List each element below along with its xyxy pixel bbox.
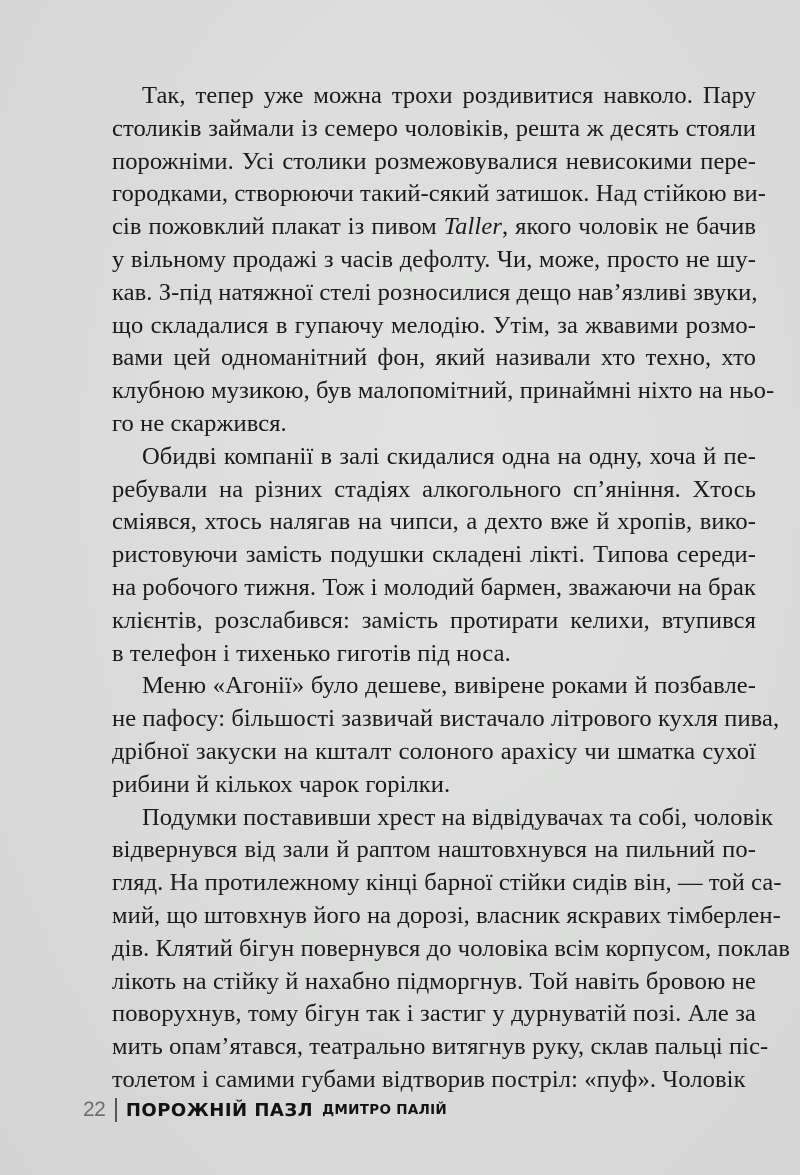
text-line: ристовуючи замість подушки складені лікті. Типова середи- — [112, 541, 756, 569]
paragraph — [112, 670, 780, 801]
text-line: порожніми. Усі столики розмежовувалися невисокими пере- — [112, 147, 756, 175]
text-line: на робочого тижня. Тож і молодий бармен, зважаючи на брак — [112, 573, 757, 601]
text-line: столиків займали із семеро чоловіків, решта ж десять стояли — [112, 114, 756, 142]
text-line: поворухнув, тому бігун так і застиг у дурнуватій позі. Але за — [112, 1000, 756, 1028]
footer-separator — [115, 1098, 117, 1122]
text-line: що складалися в гупаючу мелодію. Утім, за жвавими розмо- — [112, 311, 756, 339]
text-line: го не скаржився. — [112, 409, 287, 437]
text-line: мить опам’ятався, театрально витягнув руку, склав пальці піс- — [112, 1033, 769, 1061]
text-line: відвернувся від зали й раптом наштовхнувся на пильний по- — [112, 836, 756, 864]
text-line: Подумки поставивши хрест на відвідувачах та собі, чоловік — [142, 803, 774, 831]
book-author: ДМИТРО ПАЛІЙ — [322, 1102, 448, 1118]
text-line: клубною музикою, був малопомітний, принаймні ніхто на ньо- — [112, 377, 775, 405]
text-line: Меню «Агонії» було дешеве, вивірене роками й позбавле- — [142, 672, 756, 700]
text-line: дрібної закуски на кшталт солоного арахісу чи шматка сухої — [112, 737, 756, 765]
paragraph — [112, 441, 756, 671]
text-line: сів пожовклий плакат із пивом Taller, якого чоловік не бачив — [112, 213, 756, 241]
text-line: толетом і самими губами відтворив постріл: «пуф». Чоловік — [112, 1065, 746, 1093]
paragraph — [112, 80, 775, 441]
page-footer — [83, 1095, 447, 1125]
text-line: у вільному продажі з часів дефолту. Чи, може, просто не шу- — [112, 245, 756, 273]
text-line: не пафосу: більшості зазвичай вистачало літрового кухля пива, — [112, 705, 780, 733]
page-number: 22 — [83, 1098, 106, 1121]
text-line: клієнтів, розслабився: замість протирати келихи, втупився — [112, 606, 756, 634]
text-line: гляд. На протилежному кінці барної стійки сидів він, — той са- — [112, 869, 782, 897]
text-line: ребували на різних стадіях алкогольного сп’яніння. Хтось — [112, 475, 756, 503]
text-line: городками, створюючи такий-сякий затишок. Над стійкою ви- — [112, 180, 767, 208]
text-line: кав. З-під натяжної стелі розносилися дещо нав’язливі звуки, — [112, 278, 758, 306]
text-line: дів. Клятий бігун повернувся до чоловіка всім корпусом, поклав — [112, 934, 791, 962]
text-line: лікоть на стійку й нахабно підморгнув. Той навіть бровою не — [112, 967, 756, 995]
body-text — [112, 80, 791, 1097]
text-line: в телефон і тихенько гиготів під носа. — [112, 639, 511, 667]
text-line: Так, тепер уже можна трохи роздивитися навколо. Пару — [142, 82, 756, 109]
text-line: сміявся, хтось налягав на чипси, а дехто вже й хропів, вико- — [112, 508, 756, 536]
paragraph — [112, 802, 791, 1097]
book-title: ПОРОЖНІЙ ПАЗЛ — [125, 1099, 314, 1121]
text-line: Обидві компанії в залі скидалися одна на одну, хоча й пе- — [142, 442, 756, 470]
text-line: рибини й кількох чарок горілки. — [112, 770, 451, 798]
italic-brand-name: Taller — [443, 213, 502, 241]
text-line: мий, що штовхнув його на дорозі, власник яскравих тімберлен- — [112, 901, 781, 929]
text-line: вами цей одноманітний фон, який називали хто техно, хто — [112, 344, 756, 372]
